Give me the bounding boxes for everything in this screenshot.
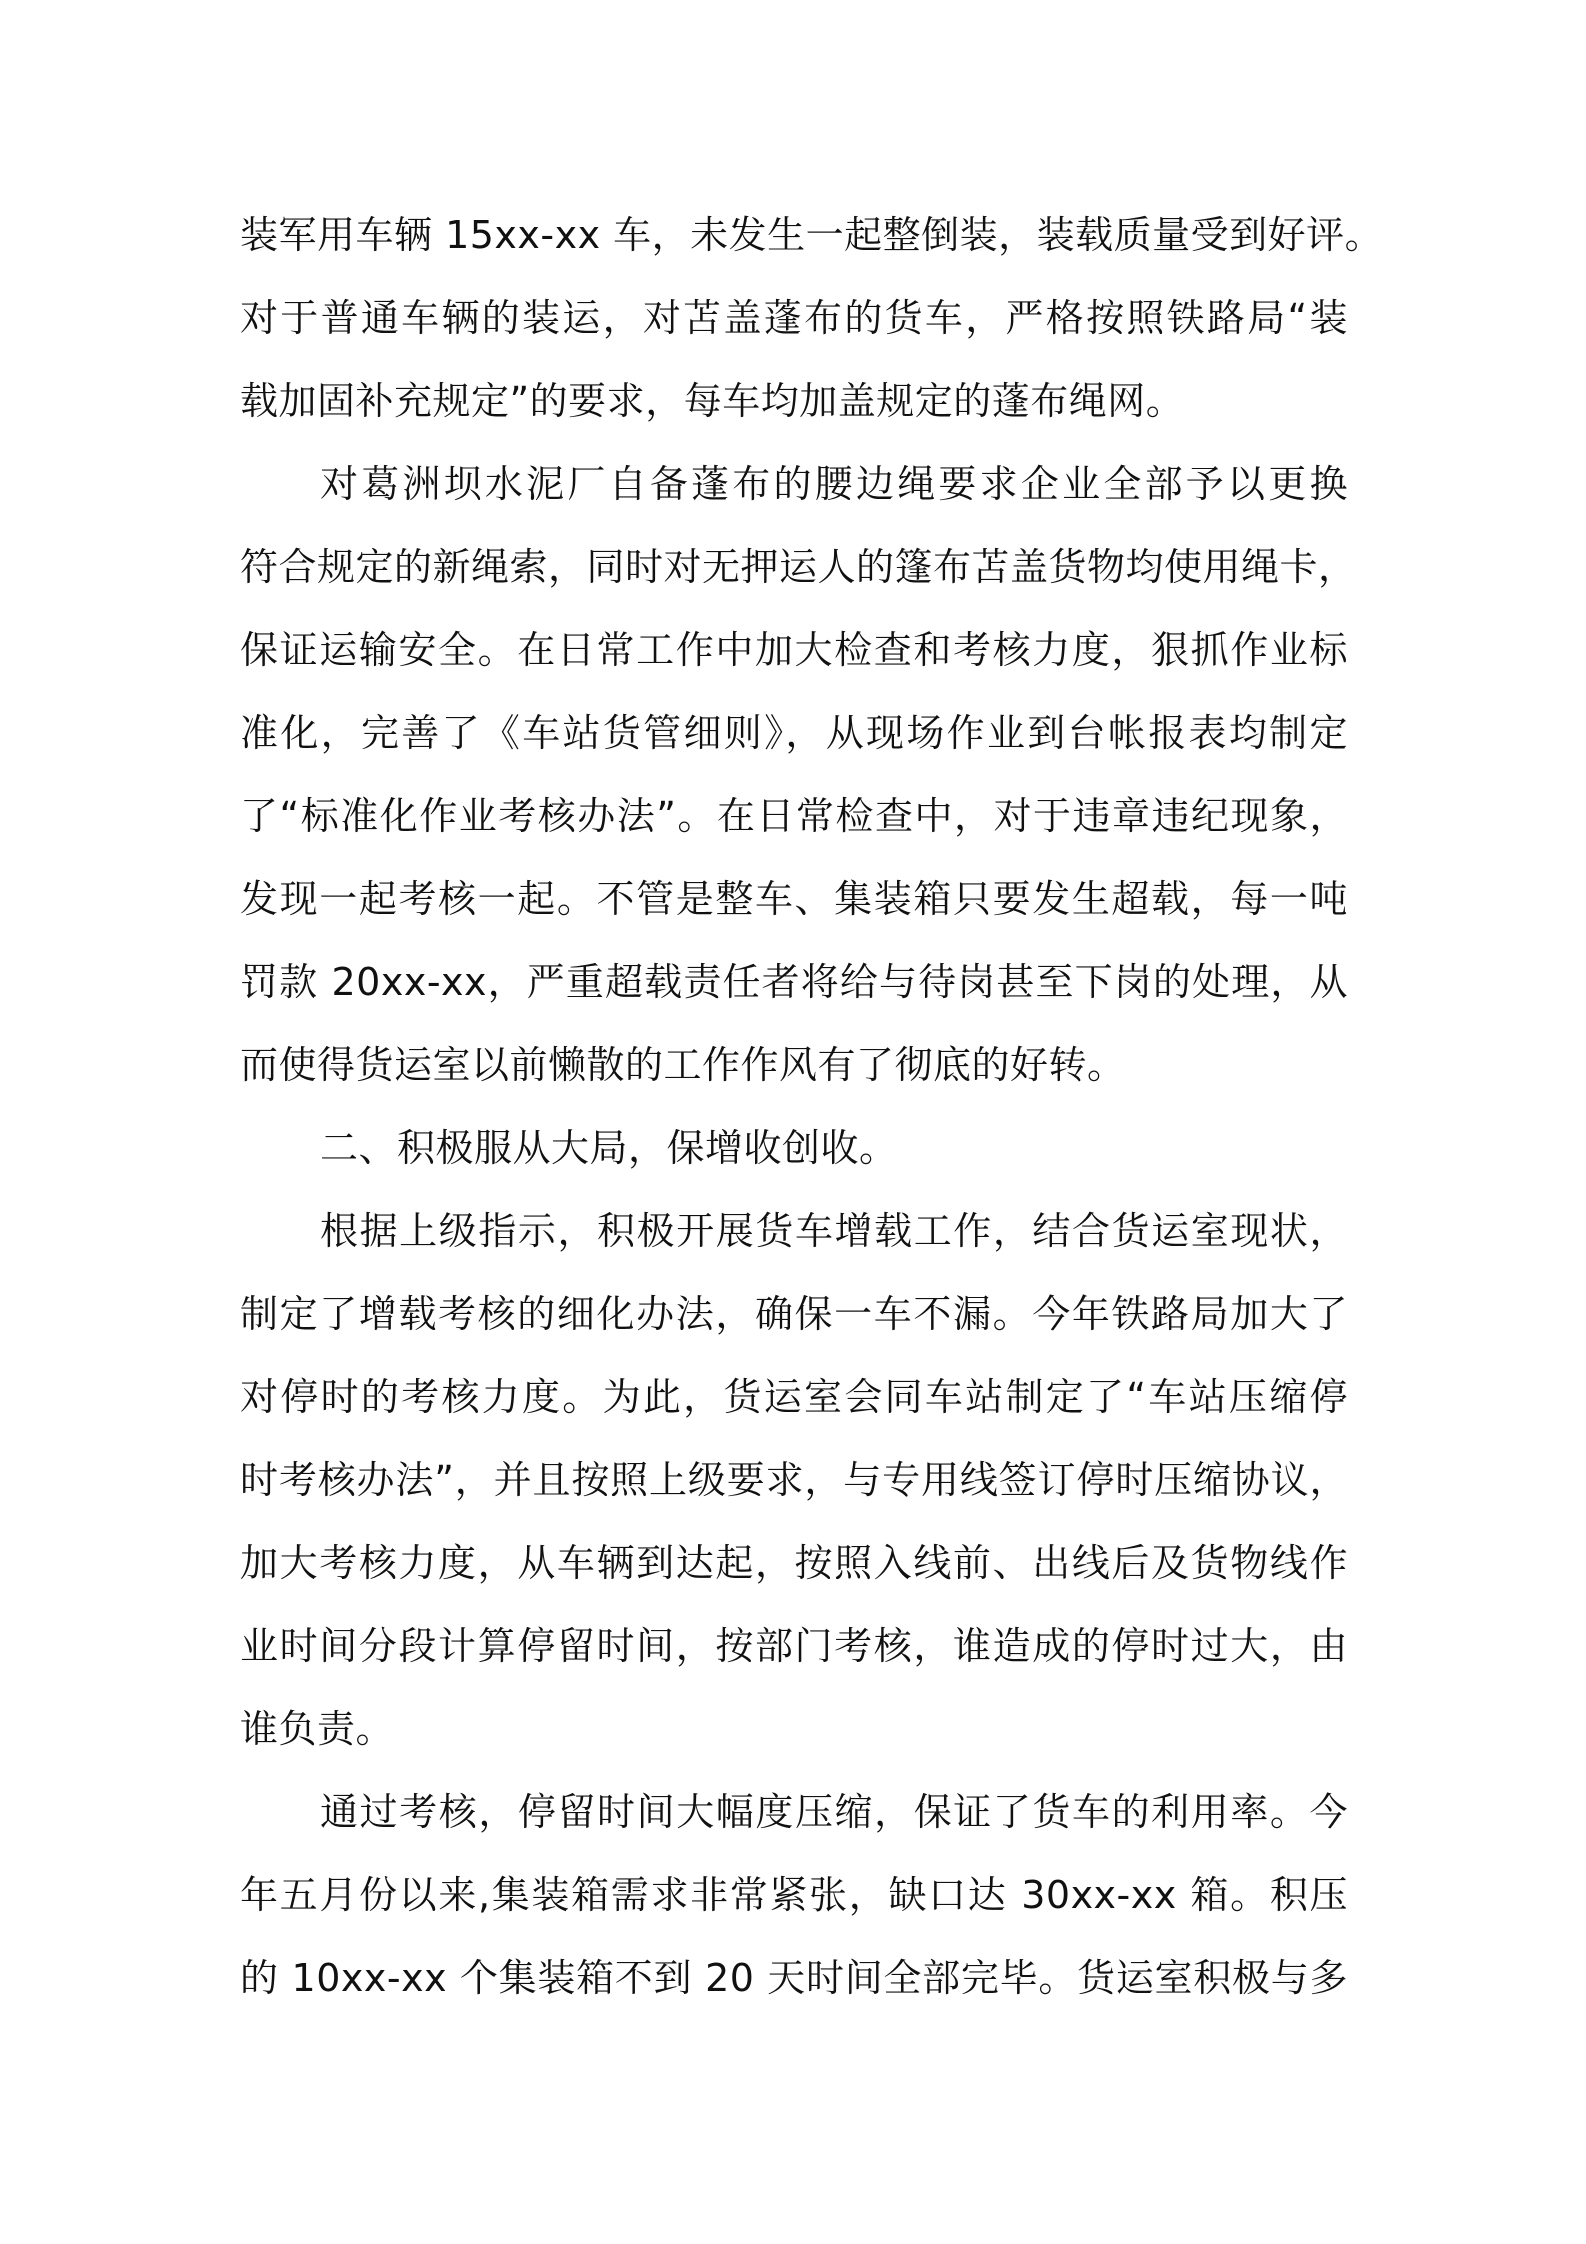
text-line: 发现一起考核一起。不管是整车、集装箱只要发生超载，每一吨 — [240, 877, 1348, 921]
text-line: 装军用车辆 15xx-xx 车，未发生一起整倒装，装载质量受到好评。 — [240, 213, 1384, 257]
text-line: 符合规定的新绳索，同时对无押运人的篷布苫盖货物均使用绳卡， — [240, 545, 1357, 589]
text-line: 准化，完善了《车站货管细则》，从现场作业到台帐报表均制定 — [240, 711, 1348, 755]
text-line: 对于普通车辆的装运，对苫盖蓬布的货车，严格按照铁路局“装 — [240, 296, 1348, 340]
text-line: 的 10xx-xx 个集装箱不到 20 天时间全部完毕。货运室积极与多 — [240, 1956, 1348, 2000]
section-heading: 二、积极服从大局，保增收创收。 — [320, 1126, 898, 1170]
text-line: 载加固补充规定”的要求，每车均加盖规定的蓬布绳网。 — [240, 379, 1185, 423]
paragraph-first-line: 根据上级指示，积极开展货车增载工作，结合货运室现状， — [320, 1209, 1348, 1253]
text-line: 了“标准化作业考核办法”。在日常检查中，对于违章违纪现象， — [240, 794, 1348, 838]
text-line: 对停时的考核力度。为此，货运室会同车站制定了“车站压缩停 — [240, 1375, 1348, 1419]
text-line: 谁负责。 — [240, 1707, 395, 1751]
text-line: 保证运输安全。在日常工作中加大检查和考核力度，狠抓作业标 — [240, 628, 1348, 672]
text-line: 制定了增载考核的细化办法，确保一车不漏。今年铁路局加大了 — [240, 1292, 1348, 1336]
text-line: 年五月份以来,集装箱需求非常紧张，缺口达 30xx-xx 箱。积压 — [240, 1873, 1348, 1917]
text-line: 而使得货运室以前懒散的工作作风有了彻底的好转。 — [240, 1043, 1126, 1087]
text-line: 业时间分段计算停留时间，按部门考核，谁造成的停时过大，由 — [240, 1624, 1348, 1668]
text-line: 加大考核力度，从车辆到达起，按照入线前、出线后及货物线作 — [240, 1541, 1348, 1585]
paragraph-first-line: 通过考核，停留时间大幅度压缩，保证了货车的利用率。今 — [320, 1790, 1348, 1834]
paragraph-first-line: 对葛洲坝水泥厂自备蓬布的腰边绳要求企业全部予以更换 — [320, 462, 1348, 506]
document-body — [240, 194, 1384, 2020]
text-line: 时考核办法”，并且按照上级要求，与专用线签订停时压缩协议， — [240, 1458, 1348, 1502]
text-line: 罚款 20xx-xx，严重超载责任者将给与待岗甚至下岗的处理，从 — [240, 960, 1348, 1004]
